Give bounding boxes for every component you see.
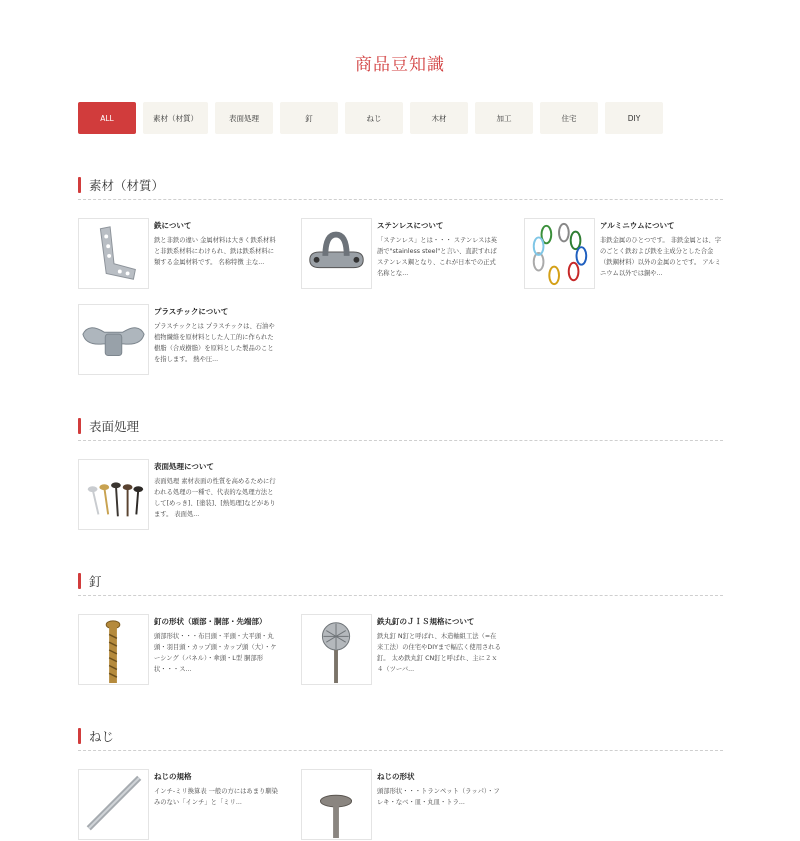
article-card-aluminum[interactable]: [524, 218, 729, 290]
card-description: 表面処理 素材表面の性質を高めるために行われる処理の一種で、代表的な処理方法として[めっき]、[塗装]、[熱処理]などがあります。 表面処...: [154, 478, 276, 518]
card-description: 鉄丸釘 N釘と呼ばれ、木造軸組工法（=在来工法）の住宅やDIYまで幅広く使用される釘。 太め鉄丸釘 CN釘と呼ばれ、主に２ｘ４（ツーバ...: [377, 633, 501, 673]
card-title[interactable]: アルミニウムについて: [600, 221, 675, 230]
article-card-plastic[interactable]: [78, 304, 283, 376]
article-card-iron[interactable]: [78, 218, 283, 290]
bolt-image[interactable]: [78, 769, 149, 840]
nail-head-image[interactable]: [301, 614, 372, 685]
tab-wood[interactable]: 木材: [410, 102, 468, 134]
tab-all[interactable]: ALL: [78, 102, 136, 134]
card-description: 頭部形状・・・布目頭・平頭・大平頭・丸頭・羽目頭・カップ頭・カップ頭（大）・ケーシング（パネル）・傘頭・L型 胴部形状・・・ス...: [154, 633, 277, 673]
screw-shank-image[interactable]: [78, 614, 149, 685]
eye-plate-image[interactable]: [301, 218, 372, 289]
screw-head-image[interactable]: [301, 769, 372, 840]
section-header: [78, 419, 723, 441]
tab-screw[interactable]: ねじ: [345, 102, 403, 134]
tab-material[interactable]: 素材（材質）: [143, 102, 208, 134]
card-title[interactable]: ねじの形状: [377, 772, 415, 781]
screws-image[interactable]: [78, 459, 149, 530]
section-surface-treatment: [78, 419, 723, 441]
carabiner-image[interactable]: [524, 218, 595, 289]
section-accent-bar: [78, 728, 81, 744]
card-description: 「ステンレス」とは・・・ ステンレスは英語で"stainless steel"と言い、直訳すればステンレス鋼となり、これが日本での正式名称とな...: [377, 237, 498, 277]
section-accent-bar: [78, 177, 81, 193]
tab-diy[interactable]: DIY: [605, 102, 663, 134]
section-header: [78, 729, 723, 751]
card-title[interactable]: ねじの規格: [154, 772, 192, 781]
card-description: 頭部形状・・・トランペット（ラッパ）・フレキ・なべ・皿・丸皿・トラ...: [377, 788, 500, 806]
card-title[interactable]: ステンレスについて: [377, 221, 444, 230]
card-title[interactable]: 釘の形状（頭部・胴部・先端部）: [154, 617, 267, 626]
section-header: [78, 574, 723, 596]
article-card-screw-standard[interactable]: [78, 769, 283, 841]
card-description: 鉄と非鉄の違い 金属材料は大きく鉄系材料と非鉄系材料にわけられ、鉄は鉄系材料に類する金属材料です。 名称特徴 主な...: [154, 237, 276, 266]
article-card-stainless[interactable]: [301, 218, 506, 290]
card-title[interactable]: 表面処理について: [154, 462, 214, 471]
card-description: プラスチックとは プラスチックは、石油や植物繊維を原材料とした人工的に作られた樹脂（合成樹脂）を原料とした製品のことを指します。 熱や圧...: [154, 323, 275, 363]
bracket-image[interactable]: [78, 218, 149, 289]
section-screw: [78, 729, 723, 751]
card-description: 非鉄金属のひとつです。 非鉄金属とは、字のごとく鉄および鉄を主成分とした合金（鉄鋼材料）以外の金属のとです。 アルミニウム以外では銅や...: [600, 237, 722, 277]
card-title[interactable]: 鉄について: [154, 221, 192, 230]
section-title: 釘: [89, 573, 102, 589]
article-card-nail-jis[interactable]: [301, 614, 506, 686]
article-card-nail-shape[interactable]: [78, 614, 283, 686]
section-header: [78, 178, 723, 200]
section-title: ねじ: [89, 728, 115, 744]
tab-processing[interactable]: 加工: [475, 102, 533, 134]
section-accent-bar: [78, 573, 81, 589]
section-nail: [78, 574, 723, 596]
card-description: インチ-ミリ換算表 一般の方にはあまり馴染みのない「インチ」と「ミリ...: [154, 788, 278, 806]
article-card-surface-treatment[interactable]: [78, 459, 283, 531]
section-title: 表面処理: [89, 418, 140, 434]
category-tabs: [78, 102, 663, 134]
section-accent-bar: [78, 418, 81, 434]
card-title[interactable]: 鉄丸釘のＪＩＳ規格について: [377, 617, 475, 626]
tab-surface-treatment[interactable]: 表面処理: [215, 102, 273, 134]
section-title: 素材（材質）: [89, 177, 165, 193]
section-material: [78, 178, 723, 200]
tab-nail[interactable]: 釘: [280, 102, 338, 134]
tab-housing[interactable]: 住宅: [540, 102, 598, 134]
article-card-screw-shape[interactable]: [301, 769, 506, 841]
page-title: 商品豆知識: [355, 55, 445, 75]
card-title[interactable]: プラスチックについて: [154, 307, 229, 316]
wing-nut-image[interactable]: [78, 304, 149, 375]
